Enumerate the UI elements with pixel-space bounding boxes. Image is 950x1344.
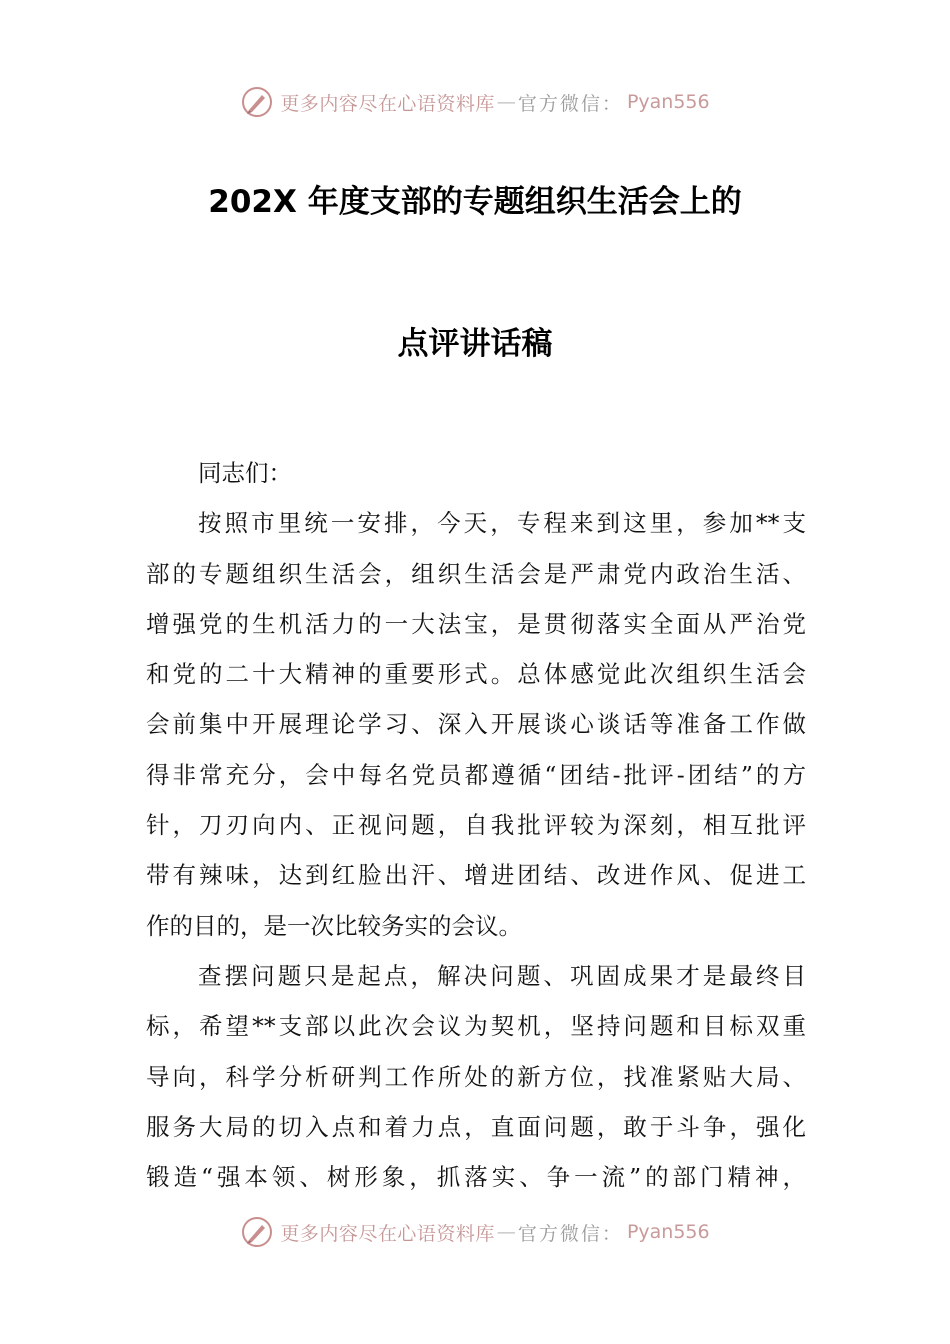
paragraph-line: 部的专题组织生活会，组织生活会是严肃党内政治生活、 (146, 559, 806, 588)
watermark-dash: — (496, 91, 516, 113)
pen-logo-icon (240, 85, 274, 119)
paragraph-line: 带有辣味，达到红脸出汗、增进团结、改进作风、促进工 (146, 861, 806, 890)
watermark-text: 更多内容尽在心语资料库 (280, 1222, 495, 1245)
watermark-wechat-id: Pyan556 (626, 1221, 710, 1243)
paragraph-line: 按照市里统一安排，今天，专程来到这里，参加**支 (198, 509, 806, 538)
watermark-footer (0, 1212, 950, 1252)
watermark-official-label: 官方微信： (517, 1222, 623, 1245)
salutation: 同志们： (198, 459, 292, 487)
paragraph-line: 锻造“强本领、树形象，抓落实、争一流”的部门精神， (146, 1163, 806, 1192)
watermark-wechat-id: Pyan556 (626, 91, 710, 113)
document-body (146, 448, 806, 1202)
document-title-line-2: 点评讲话稿 (397, 326, 553, 362)
watermark-text: 更多内容尽在心语资料库 (280, 92, 495, 115)
document-title-line-1: 202X 年度支部的专题组织生活会上的 (208, 184, 742, 220)
paragraph-line: 得非常充分，会中每名党员都遵循“团结-批评-团结”的方 (146, 760, 806, 789)
paragraph-line: 增强党的生机活力的一大法宝，是贯彻落实全面从严治党 (146, 609, 806, 638)
paragraph-line: 标，希望**支部以此次会议为契机，坚持问题和目标双重 (146, 1012, 806, 1041)
paragraph-line: 针，刀刃向内、正视问题，自我批评较为深刻，相互批评 (146, 811, 806, 840)
paragraph-line: 服务大局的切入点和着力点，直面问题，敢于斗争，强化 (146, 1112, 806, 1141)
paragraph-line: 作的目的，是一次比较务实的会议。 (146, 911, 522, 940)
watermark-official-label: 官方微信： (517, 92, 623, 115)
watermark-header (0, 82, 950, 122)
paragraph-line: 和党的二十大精神的重要形式。总体感觉此次组织生活会 (146, 660, 806, 689)
pen-logo-icon (240, 1215, 274, 1249)
watermark-dash: — (496, 1221, 516, 1243)
paragraph-line: 会前集中开展理论学习、深入开展谈心谈话等准备工作做 (146, 710, 806, 739)
paragraph-line: 导向，科学分析研判工作所处的新方位，找准紧贴大局、 (146, 1062, 806, 1091)
paragraph-line: 查摆问题只是起点，解决问题、巩固成果才是最终目 (198, 961, 806, 990)
